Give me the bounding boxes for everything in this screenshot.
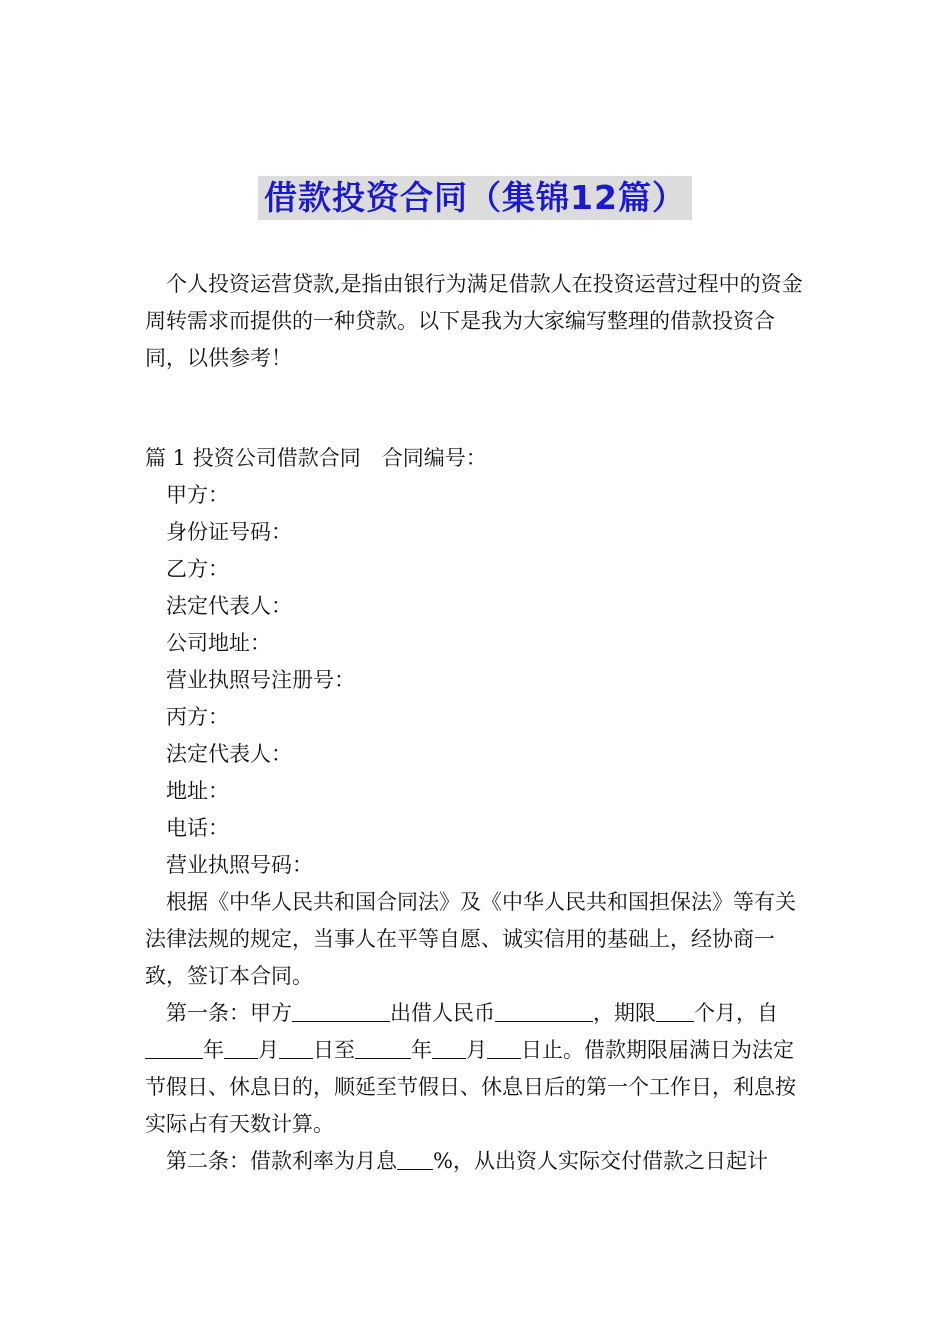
field-id-number: 身份证号码：: [166, 520, 292, 544]
document-body: [145, 266, 810, 1180]
blank-underline: [432, 1037, 466, 1059]
field-company-address: 公司地址：: [166, 631, 271, 655]
blank-underline: [656, 1000, 694, 1022]
intro-paragraph: 个人投资运营贷款,是指由银行为满足借款人在投资运营过程中的资金周转需求而提供的一种贷款。以下是我为大家编写整理的借款投资合同，以供参考！: [145, 272, 803, 370]
document-title: 借款投资合同（集锦12篇）: [258, 176, 692, 220]
field-business-license-no: 营业执照号码：: [166, 853, 313, 877]
basis-paragraph: 根据《中华人民共和国合同法》及《中华人民共和国担保法》等有关法律法规的规定，当事人在平等自愿、诚实信用的基础上，经协商一致，签订本合同。: [145, 890, 796, 988]
article-1: 第一条：甲方 出借人民币 ，期限 个月，自年 月 日至 年 月 日止。借款期限届满日为法定节假日、休息日的，顺延至节假日、休息日后的第一个工作日，利息按实际占有天数计算。: [145, 1001, 796, 1136]
blank-underline: [487, 1037, 521, 1059]
article-2-text: 第二条：借款利率为月息: [166, 1149, 397, 1173]
article-1-text: 第一条：甲方: [166, 1001, 292, 1025]
field-business-license-reg: 营业执照号注册号：: [166, 668, 355, 692]
blank-underline: [495, 1000, 593, 1022]
field-address: 地址：: [166, 779, 229, 803]
blank-underline: [224, 1037, 258, 1059]
field-party-b: 乙方：: [166, 557, 229, 581]
blank-underline: [145, 1037, 203, 1059]
field-legal-rep-c: 法定代表人：: [166, 742, 292, 766]
field-legal-rep-b: 法定代表人：: [166, 594, 292, 618]
field-phone: 电话：: [166, 816, 229, 840]
field-party-a: 甲方：: [166, 483, 229, 507]
article-2: 第二条：借款利率为月息 %，从出资人实际交付借款之日起计: [166, 1149, 768, 1173]
blank-underline: [355, 1037, 411, 1059]
blank-underline: [292, 1000, 390, 1022]
section-heading: 篇 1 投资公司借款合同 合同编号：: [145, 446, 487, 470]
blank-underline: [279, 1037, 313, 1059]
blank-underline: [397, 1148, 433, 1170]
field-party-c: 丙方：: [166, 705, 229, 729]
